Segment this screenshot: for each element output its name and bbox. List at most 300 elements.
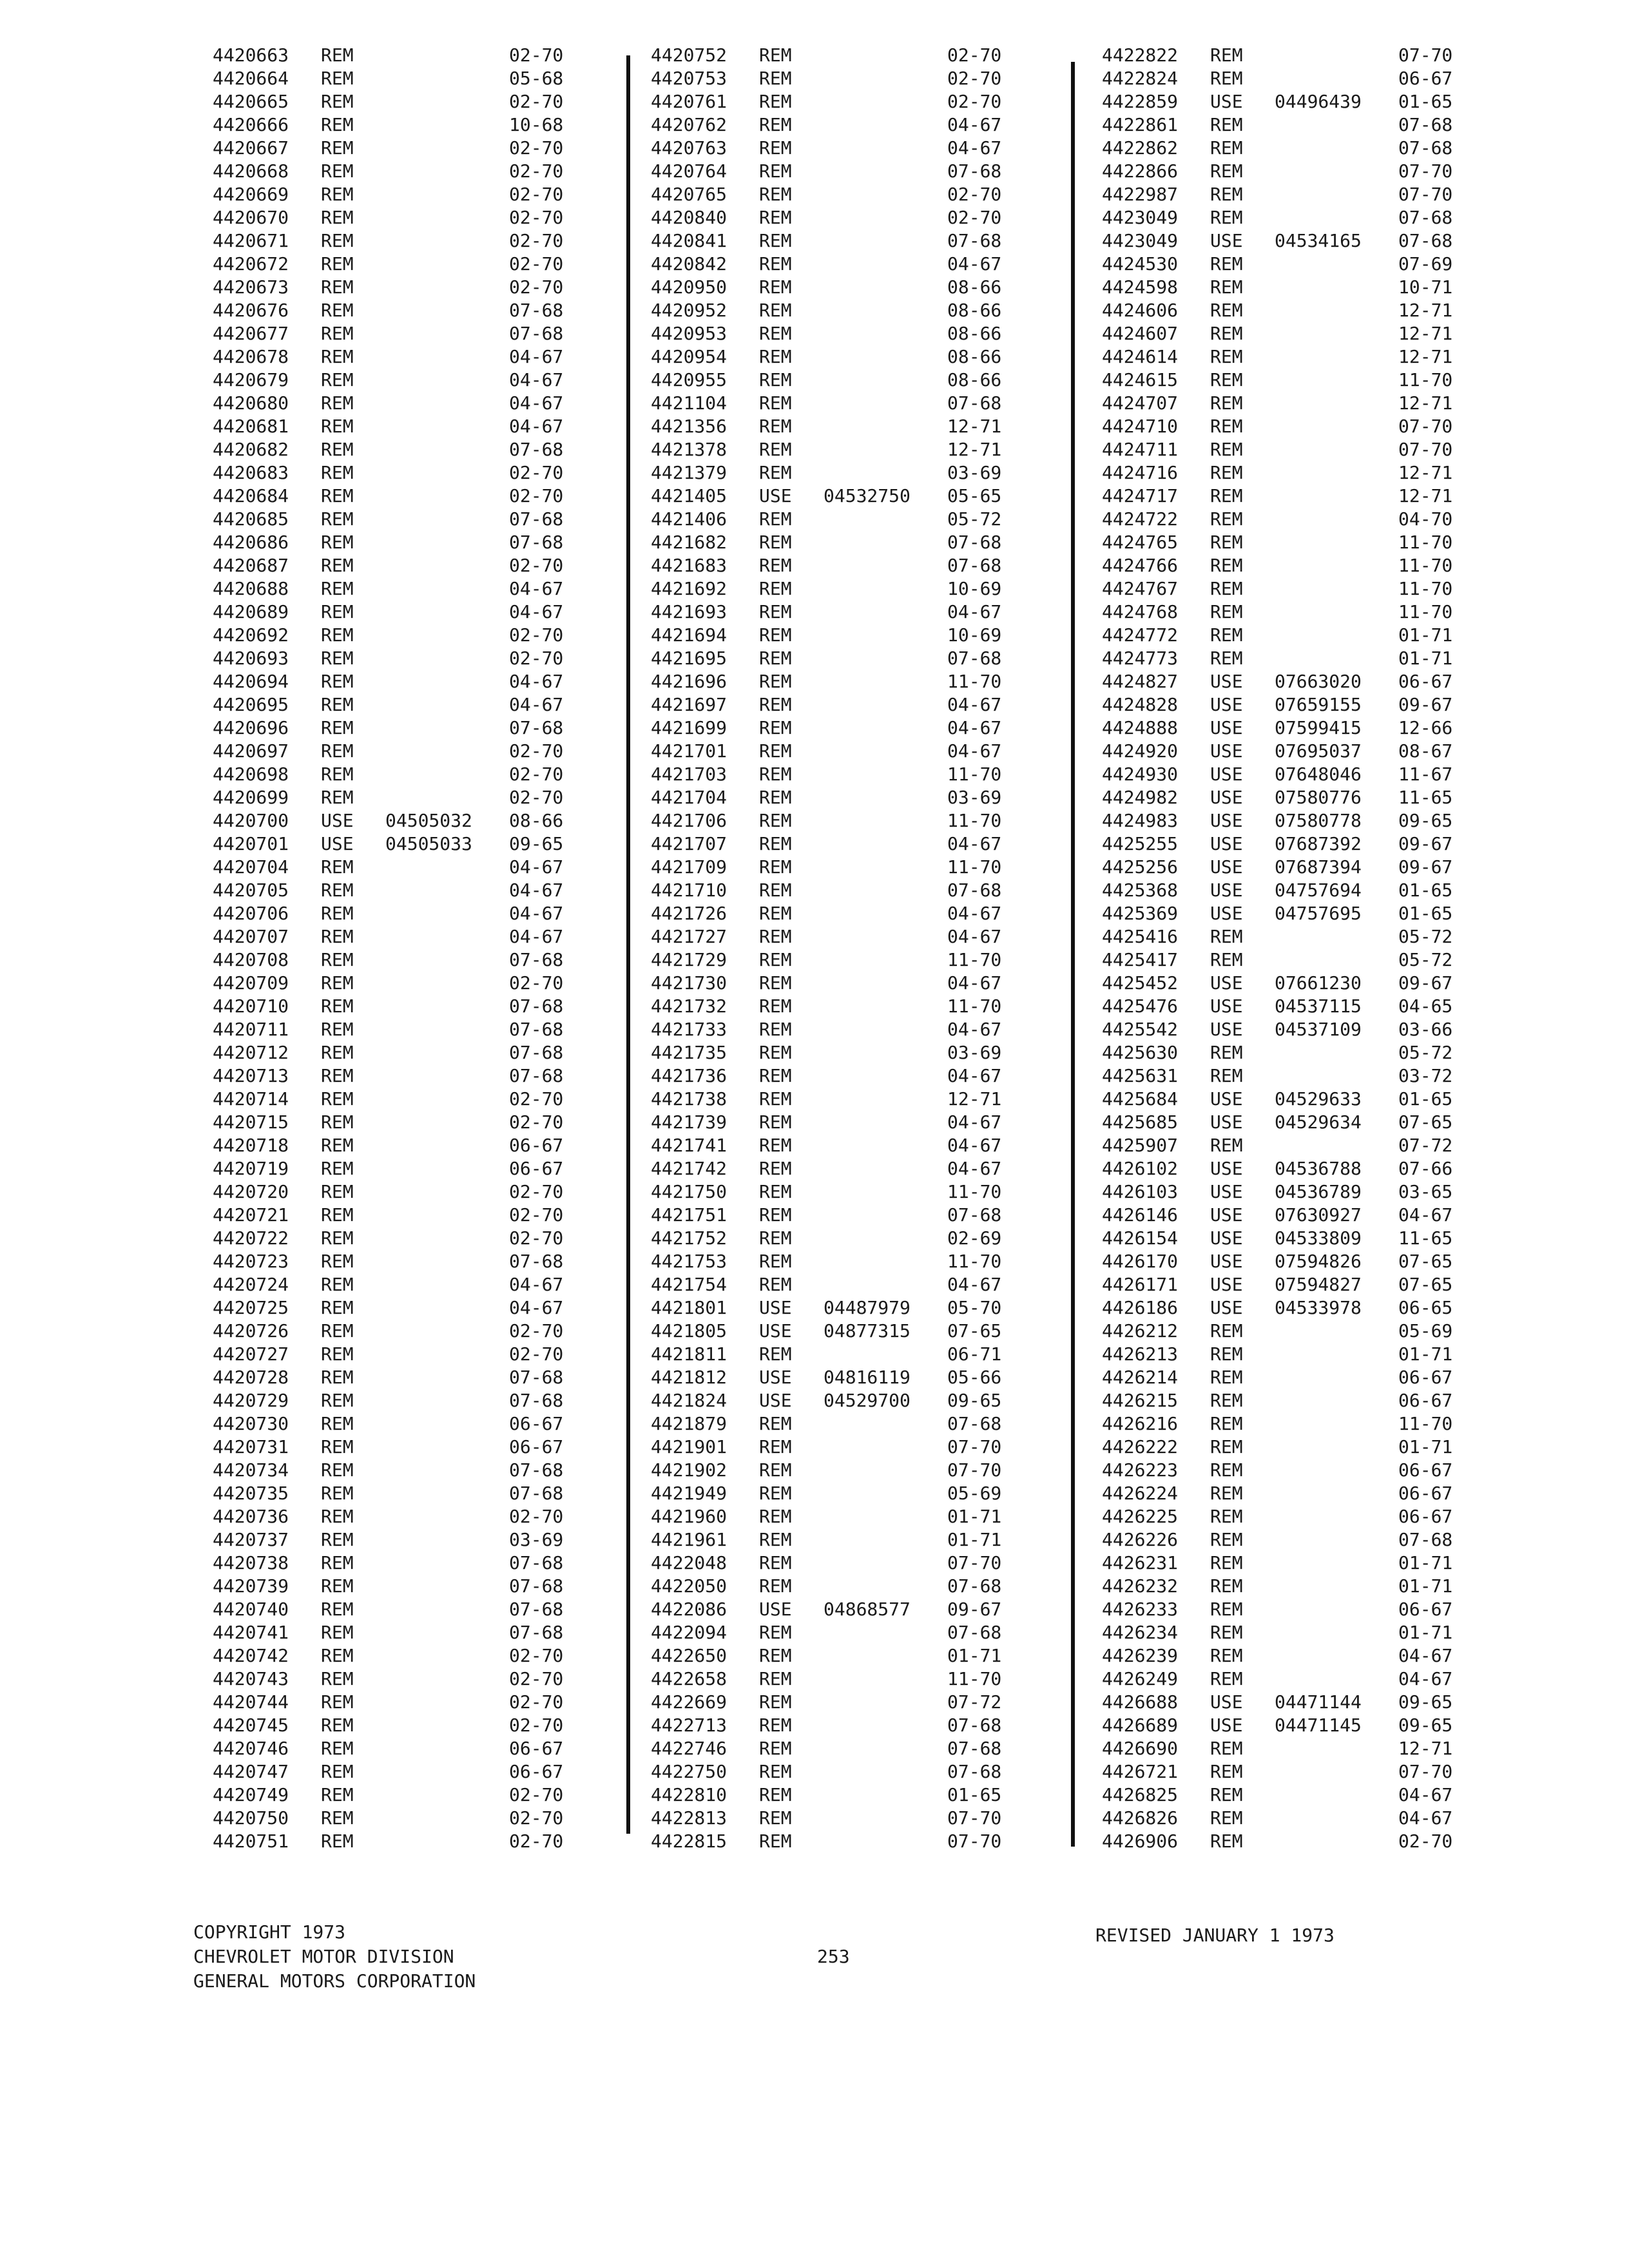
part-number: 4424717 bbox=[1102, 485, 1179, 506]
replacement-part-number: 04529700 bbox=[824, 1390, 911, 1411]
date-code: 04-67 bbox=[509, 601, 564, 622]
part-entry bbox=[213, 1320, 625, 1343]
part-number: 4420954 bbox=[651, 346, 728, 367]
date-code: 02-70 bbox=[509, 624, 564, 646]
date-code: 12-71 bbox=[947, 439, 1002, 460]
date-code: 02-70 bbox=[509, 1645, 564, 1666]
part-entry bbox=[213, 438, 625, 461]
part-entry bbox=[651, 485, 1063, 508]
part-entry bbox=[1102, 1343, 1514, 1366]
status-code: REM bbox=[1210, 624, 1243, 646]
status-code: REM bbox=[1210, 392, 1243, 414]
date-code: 12-71 bbox=[1398, 300, 1453, 321]
part-number: 4420692 bbox=[213, 624, 289, 646]
date-code: 02-70 bbox=[509, 462, 564, 483]
date-code: 11-70 bbox=[947, 1668, 1002, 1689]
date-code: 11-70 bbox=[1398, 578, 1453, 599]
date-code: 04-67 bbox=[947, 694, 1002, 715]
part-number: 4421753 bbox=[651, 1251, 728, 1272]
date-code: 07-70 bbox=[1398, 184, 1453, 205]
part-entry bbox=[1102, 160, 1514, 183]
part-entry bbox=[213, 647, 625, 670]
date-code: 02-70 bbox=[509, 764, 564, 785]
date-code: 05-72 bbox=[947, 508, 1002, 530]
status-code: REM bbox=[321, 1343, 354, 1365]
part-number: 4421696 bbox=[651, 671, 728, 692]
status-code: REM bbox=[321, 671, 354, 692]
part-entry bbox=[213, 1366, 625, 1389]
date-code: 02-70 bbox=[509, 1807, 564, 1829]
date-code: 11-70 bbox=[1398, 555, 1453, 576]
date-code: 11-70 bbox=[947, 764, 1002, 785]
part-entry bbox=[1102, 1482, 1514, 1505]
status-code: REM bbox=[759, 1204, 792, 1225]
status-code: REM bbox=[321, 462, 354, 483]
part-entry bbox=[213, 1598, 625, 1621]
part-entry bbox=[213, 1505, 625, 1528]
status-code: USE bbox=[1210, 833, 1243, 854]
date-code: 04-67 bbox=[947, 1158, 1002, 1179]
replacement-part-number: 07648046 bbox=[1275, 764, 1362, 785]
part-entry bbox=[1102, 925, 1514, 948]
status-code: REM bbox=[1210, 44, 1243, 66]
part-entry bbox=[213, 369, 625, 392]
date-code: 04-67 bbox=[509, 903, 564, 924]
date-code: 12-71 bbox=[947, 416, 1002, 437]
part-entry bbox=[213, 392, 625, 415]
status-code: REM bbox=[321, 346, 354, 367]
date-code: 02-70 bbox=[509, 1506, 564, 1527]
part-entry bbox=[1102, 1691, 1514, 1714]
date-code: 05-72 bbox=[1398, 1042, 1453, 1063]
part-entry bbox=[651, 67, 1063, 90]
date-code: 12-71 bbox=[1398, 1738, 1453, 1759]
part-number: 4421682 bbox=[651, 532, 728, 553]
date-code: 01-71 bbox=[1398, 624, 1453, 646]
status-code: REM bbox=[321, 1158, 354, 1179]
date-code: 06-67 bbox=[509, 1135, 564, 1156]
date-code: 06-71 bbox=[947, 1343, 1002, 1365]
date-code: 07-65 bbox=[1398, 1251, 1453, 1272]
date-code: 03-69 bbox=[947, 462, 1002, 483]
date-code: 07-65 bbox=[947, 1320, 1002, 1341]
date-code: 07-68 bbox=[947, 1761, 1002, 1782]
status-code: REM bbox=[321, 1065, 354, 1086]
status-code: USE bbox=[1210, 740, 1243, 762]
part-number: 4420669 bbox=[213, 184, 289, 205]
part-entry bbox=[213, 995, 625, 1018]
date-code: 02-70 bbox=[509, 1691, 564, 1713]
date-code: 05-66 bbox=[947, 1367, 1002, 1388]
part-number: 4426721 bbox=[1102, 1761, 1179, 1782]
part-entry bbox=[213, 577, 625, 601]
part-number: 4420706 bbox=[213, 903, 289, 924]
date-code: 11-70 bbox=[1398, 532, 1453, 553]
part-number: 4420734 bbox=[213, 1459, 289, 1481]
status-code: REM bbox=[1210, 1807, 1243, 1829]
part-number: 4420710 bbox=[213, 995, 289, 1017]
status-code: REM bbox=[759, 972, 792, 994]
replacement-part-number: 07594826 bbox=[1275, 1251, 1362, 1272]
part-entry bbox=[1102, 1296, 1514, 1320]
part-entry bbox=[213, 113, 625, 137]
part-entry bbox=[1102, 345, 1514, 369]
date-code: 05-70 bbox=[947, 1297, 1002, 1318]
part-entry bbox=[651, 1552, 1063, 1575]
date-code: 07-68 bbox=[947, 1575, 1002, 1597]
part-number: 4420678 bbox=[213, 346, 289, 367]
part-number: 4420744 bbox=[213, 1691, 289, 1713]
part-number: 4420724 bbox=[213, 1274, 289, 1295]
column-divider bbox=[1071, 62, 1075, 1847]
date-code: 07-68 bbox=[509, 1251, 564, 1272]
date-code: 04-67 bbox=[947, 1274, 1002, 1295]
status-code: REM bbox=[321, 160, 354, 182]
date-code: 04-67 bbox=[509, 879, 564, 901]
date-code: 04-67 bbox=[947, 601, 1002, 622]
part-number: 4422750 bbox=[651, 1761, 728, 1782]
status-code: REM bbox=[321, 1622, 354, 1643]
part-entry bbox=[1102, 624, 1514, 647]
part-entry bbox=[651, 670, 1063, 693]
status-code: USE bbox=[1210, 856, 1243, 878]
part-entry bbox=[213, 1807, 625, 1830]
part-entry bbox=[213, 253, 625, 276]
copyright-line: COPYRIGHT 1973 bbox=[193, 1921, 346, 1943]
part-entry bbox=[213, 1204, 625, 1227]
part-number: 4421738 bbox=[651, 1088, 728, 1110]
status-code: REM bbox=[321, 1088, 354, 1110]
status-code: REM bbox=[321, 926, 354, 947]
status-code: REM bbox=[1210, 949, 1243, 970]
status-code: USE bbox=[1210, 1111, 1243, 1133]
part-number: 4420735 bbox=[213, 1483, 289, 1504]
part-number: 4426688 bbox=[1102, 1691, 1179, 1713]
date-code: 11-70 bbox=[1398, 601, 1453, 622]
date-code: 02-70 bbox=[509, 1715, 564, 1736]
part-number: 4425416 bbox=[1102, 926, 1179, 947]
date-code: 07-70 bbox=[1398, 44, 1453, 66]
part-entry bbox=[213, 716, 625, 740]
status-code: REM bbox=[1210, 323, 1243, 344]
replacement-part-number: 04868577 bbox=[824, 1599, 911, 1620]
part-number: 4420953 bbox=[651, 323, 728, 344]
date-code: 03-69 bbox=[947, 787, 1002, 808]
date-code: 04-67 bbox=[1398, 1668, 1453, 1689]
part-entry bbox=[213, 1180, 625, 1204]
part-number: 4420677 bbox=[213, 323, 289, 344]
part-entry bbox=[213, 299, 625, 322]
part-entry bbox=[651, 716, 1063, 740]
part-number: 4421683 bbox=[651, 555, 728, 576]
parts-column-3 bbox=[1102, 44, 1514, 1853]
part-entry bbox=[651, 1482, 1063, 1505]
part-number: 4421901 bbox=[651, 1436, 728, 1457]
part-number: 4420696 bbox=[213, 717, 289, 738]
date-code: 11-70 bbox=[947, 856, 1002, 878]
status-code: USE bbox=[1210, 810, 1243, 831]
status-code: REM bbox=[1210, 1320, 1243, 1341]
status-code: REM bbox=[759, 1831, 792, 1852]
status-code: REM bbox=[321, 1227, 354, 1249]
part-entry bbox=[1102, 206, 1514, 229]
part-number: 4420707 bbox=[213, 926, 289, 947]
part-entry bbox=[651, 369, 1063, 392]
part-number: 4420747 bbox=[213, 1761, 289, 1782]
part-number: 4425452 bbox=[1102, 972, 1179, 994]
part-number: 4426233 bbox=[1102, 1599, 1179, 1620]
date-code: 04-67 bbox=[947, 926, 1002, 947]
part-number: 4421697 bbox=[651, 694, 728, 715]
part-entry bbox=[651, 925, 1063, 948]
date-code: 05-72 bbox=[1398, 949, 1453, 970]
part-entry bbox=[1102, 809, 1514, 832]
status-code: REM bbox=[759, 555, 792, 576]
status-code: REM bbox=[321, 624, 354, 646]
part-number: 4422987 bbox=[1102, 184, 1179, 205]
status-code: REM bbox=[321, 1483, 354, 1504]
part-number: 4426223 bbox=[1102, 1459, 1179, 1481]
part-number: 4420731 bbox=[213, 1436, 289, 1457]
part-entry bbox=[1102, 1250, 1514, 1273]
part-entry bbox=[651, 1783, 1063, 1807]
status-code: REM bbox=[321, 1529, 354, 1550]
part-entry bbox=[651, 1598, 1063, 1621]
part-number: 4424707 bbox=[1102, 392, 1179, 414]
part-entry bbox=[651, 1505, 1063, 1528]
part-number: 4426170 bbox=[1102, 1251, 1179, 1272]
part-entry bbox=[651, 879, 1063, 902]
part-entry bbox=[651, 693, 1063, 716]
part-entry bbox=[213, 160, 625, 183]
status-code: REM bbox=[321, 1459, 354, 1481]
part-number: 4420686 bbox=[213, 532, 289, 553]
date-code: 06-67 bbox=[509, 1413, 564, 1434]
part-entry bbox=[651, 276, 1063, 299]
status-code: USE bbox=[321, 810, 354, 831]
replacement-part-number: 04471145 bbox=[1275, 1715, 1362, 1736]
part-entry bbox=[651, 1621, 1063, 1644]
part-entry bbox=[651, 1180, 1063, 1204]
date-code: 07-70 bbox=[1398, 1761, 1453, 1782]
date-code: 07-68 bbox=[509, 300, 564, 321]
part-number: 4420745 bbox=[213, 1715, 289, 1736]
part-entry bbox=[651, 809, 1063, 832]
part-entry bbox=[213, 624, 625, 647]
replacement-part-number: 04877315 bbox=[824, 1320, 911, 1341]
status-code: REM bbox=[759, 926, 792, 947]
status-code: REM bbox=[321, 207, 354, 228]
status-code: USE bbox=[1210, 1181, 1243, 1202]
status-code: REM bbox=[321, 1506, 354, 1527]
part-number: 4426224 bbox=[1102, 1483, 1179, 1504]
date-code: 08-66 bbox=[947, 369, 1002, 390]
date-code: 07-70 bbox=[1398, 160, 1453, 182]
part-number: 4425256 bbox=[1102, 856, 1179, 878]
date-code: 02-70 bbox=[509, 184, 564, 205]
part-number: 4422658 bbox=[651, 1668, 728, 1689]
part-number: 4425368 bbox=[1102, 879, 1179, 901]
status-code: REM bbox=[321, 972, 354, 994]
part-number: 4420762 bbox=[651, 114, 728, 135]
status-code: USE bbox=[1210, 91, 1243, 112]
part-entry bbox=[213, 1064, 625, 1088]
status-code: REM bbox=[321, 1042, 354, 1063]
date-code: 07-68 bbox=[947, 532, 1002, 553]
date-code: 02-70 bbox=[509, 1204, 564, 1225]
part-entry bbox=[1102, 438, 1514, 461]
date-code: 12-71 bbox=[1398, 392, 1453, 414]
part-number: 4420952 bbox=[651, 300, 728, 321]
part-number: 4420751 bbox=[213, 1831, 289, 1852]
part-entry bbox=[651, 438, 1063, 461]
part-entry bbox=[1102, 1552, 1514, 1575]
status-code: REM bbox=[759, 1459, 792, 1481]
date-code: 07-68 bbox=[947, 1738, 1002, 1759]
date-code: 07-70 bbox=[947, 1831, 1002, 1852]
part-entry bbox=[1102, 1737, 1514, 1760]
date-code: 07-68 bbox=[509, 995, 564, 1017]
date-code: 02-70 bbox=[509, 1320, 564, 1341]
date-code: 05-68 bbox=[509, 68, 564, 89]
date-code: 04-67 bbox=[509, 694, 564, 715]
part-entry bbox=[651, 44, 1063, 67]
status-code: REM bbox=[1210, 1529, 1243, 1550]
part-entry bbox=[1102, 392, 1514, 415]
part-entry bbox=[213, 1459, 625, 1482]
date-code: 02-70 bbox=[509, 1831, 564, 1852]
part-number: 4424716 bbox=[1102, 462, 1179, 483]
status-code: REM bbox=[1210, 160, 1243, 182]
status-code: REM bbox=[321, 717, 354, 738]
status-code: REM bbox=[759, 1158, 792, 1179]
part-entry bbox=[1102, 1111, 1514, 1134]
part-number: 4422862 bbox=[1102, 137, 1179, 159]
status-code: USE bbox=[1210, 671, 1243, 692]
date-code: 08-66 bbox=[947, 323, 1002, 344]
date-code: 02-70 bbox=[509, 253, 564, 274]
part-number: 4426212 bbox=[1102, 1320, 1179, 1341]
part-entry bbox=[651, 1575, 1063, 1598]
part-entry bbox=[1102, 322, 1514, 345]
part-entry bbox=[213, 1737, 625, 1760]
status-code: REM bbox=[321, 1019, 354, 1040]
part-number: 4420738 bbox=[213, 1552, 289, 1573]
part-number: 4420765 bbox=[651, 184, 728, 205]
part-entry bbox=[651, 113, 1063, 137]
date-code: 01-71 bbox=[1398, 648, 1453, 669]
status-code: REM bbox=[321, 1831, 354, 1852]
status-code: REM bbox=[759, 624, 792, 646]
part-number: 4420727 bbox=[213, 1343, 289, 1365]
part-entry bbox=[1102, 995, 1514, 1018]
status-code: REM bbox=[1210, 1645, 1243, 1666]
status-code: USE bbox=[759, 1599, 792, 1620]
part-number: 4420663 bbox=[213, 44, 289, 66]
part-number: 4420740 bbox=[213, 1599, 289, 1620]
part-entry bbox=[1102, 1088, 1514, 1111]
status-code: USE bbox=[759, 485, 792, 506]
part-number: 4420673 bbox=[213, 276, 289, 298]
part-number: 4426225 bbox=[1102, 1506, 1179, 1527]
date-code: 12-71 bbox=[947, 1088, 1002, 1110]
part-number: 4421701 bbox=[651, 740, 728, 762]
status-code: REM bbox=[321, 276, 354, 298]
part-entry bbox=[213, 276, 625, 299]
part-entry bbox=[651, 531, 1063, 554]
status-code: REM bbox=[1210, 1413, 1243, 1434]
status-code: REM bbox=[759, 1251, 792, 1272]
status-code: USE bbox=[1210, 230, 1243, 251]
date-code: 09-67 bbox=[947, 1599, 1002, 1620]
status-code: USE bbox=[1210, 787, 1243, 808]
date-code: 01-71 bbox=[947, 1529, 1002, 1550]
part-number: 4421405 bbox=[651, 485, 728, 506]
part-entry bbox=[1102, 253, 1514, 276]
date-code: 04-67 bbox=[1398, 1807, 1453, 1829]
date-code: 02-70 bbox=[509, 276, 564, 298]
status-code: REM bbox=[321, 369, 354, 390]
part-entry bbox=[213, 856, 625, 879]
status-code: REM bbox=[321, 1320, 354, 1341]
part-number: 4421104 bbox=[651, 392, 728, 414]
status-code: REM bbox=[1210, 485, 1243, 506]
status-code: REM bbox=[321, 1297, 354, 1318]
status-code: REM bbox=[321, 1390, 354, 1411]
part-entry bbox=[651, 1528, 1063, 1552]
part-number: 4420682 bbox=[213, 439, 289, 460]
status-code: REM bbox=[759, 578, 792, 599]
part-number: 4420668 bbox=[213, 160, 289, 182]
status-code: REM bbox=[1210, 1761, 1243, 1782]
part-entry bbox=[651, 392, 1063, 415]
status-code: REM bbox=[759, 532, 792, 553]
part-entry bbox=[1102, 832, 1514, 856]
part-entry bbox=[1102, 276, 1514, 299]
part-number: 4420700 bbox=[213, 810, 289, 831]
status-code: REM bbox=[1210, 1483, 1243, 1504]
replacement-part-number: 04532750 bbox=[824, 485, 911, 506]
part-entry bbox=[213, 832, 625, 856]
date-code: 07-68 bbox=[947, 392, 1002, 414]
part-entry bbox=[213, 508, 625, 531]
status-code: REM bbox=[321, 1668, 354, 1689]
date-code: 02-70 bbox=[1398, 1831, 1453, 1852]
part-entry bbox=[1102, 183, 1514, 206]
status-code: REM bbox=[321, 1715, 354, 1736]
part-number: 4422859 bbox=[1102, 91, 1179, 112]
part-entry bbox=[651, 601, 1063, 624]
part-entry bbox=[651, 1760, 1063, 1783]
part-entry bbox=[1102, 1412, 1514, 1436]
part-entry bbox=[213, 948, 625, 972]
status-code: REM bbox=[759, 1622, 792, 1643]
date-code: 05-69 bbox=[947, 1483, 1002, 1504]
replacement-part-number: 07687394 bbox=[1275, 856, 1362, 878]
date-code: 02-70 bbox=[509, 1111, 564, 1133]
date-code: 08-66 bbox=[947, 300, 1002, 321]
status-code: REM bbox=[321, 1645, 354, 1666]
date-code: 07-66 bbox=[1398, 1158, 1453, 1179]
status-code: REM bbox=[321, 740, 354, 762]
part-number: 4421732 bbox=[651, 995, 728, 1017]
part-entry bbox=[213, 763, 625, 786]
part-number: 4420950 bbox=[651, 276, 728, 298]
status-code: USE bbox=[1210, 1274, 1243, 1295]
status-code: REM bbox=[321, 300, 354, 321]
status-code: REM bbox=[321, 323, 354, 344]
status-code: REM bbox=[321, 1738, 354, 1759]
